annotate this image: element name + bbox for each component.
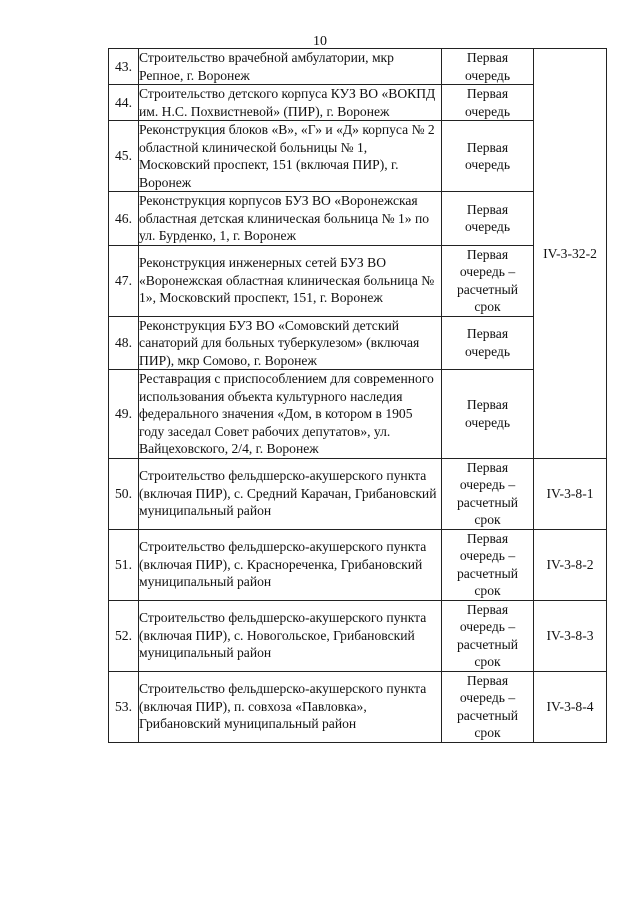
stage-text: Первая очередь – расчетный срок (456, 246, 519, 314)
code-cell: IV-3-8-3 (534, 600, 607, 671)
stage-text: Первая очередь (464, 326, 511, 359)
table-row (109, 316, 607, 370)
stage-text: Первая очередь – расчетный срок (456, 672, 519, 740)
page-number: 10 (313, 34, 327, 49)
row-number: 50. (109, 458, 139, 529)
row-number: 44. (109, 85, 139, 121)
stage-text: Первая очередь – расчетный срок (456, 530, 519, 598)
row-number: 43. (109, 49, 139, 85)
stage-cell (442, 85, 534, 121)
table-row (109, 458, 607, 529)
object-name: Строительство фельдшерско-акушерского пункта (включая ПИР), с. Краснореченка, Грибановский муниципальный район (139, 529, 442, 600)
stage-cell (442, 49, 534, 85)
row-number: 51. (109, 529, 139, 600)
code-cell: IV-3-8-2 (534, 529, 607, 600)
object-name: Строительство фельдшерско-акушерского пункта (включая ПИР), с. Новогольское, Грибановский муниципальный район (139, 600, 442, 671)
object-name: Реконструкция блоков «В», «Г» и «Д» корпуса № 2 областной клинической больницы № 1, Московский проспект, 151 (включая ПИР), г. Воронеж (139, 121, 442, 192)
stage-cell (442, 529, 534, 600)
stage-text: Первая очередь (464, 397, 511, 430)
row-number: 47. (109, 245, 139, 316)
stage-cell (442, 458, 534, 529)
stage-text: Первая очередь (464, 139, 511, 172)
object-name: Строительство врачебной амбулатории, мкр Репное, г. Воронеж (139, 49, 442, 85)
stage-cell (442, 370, 534, 459)
stage-text: Первая очередь – расчетный срок (456, 601, 519, 669)
table-row (109, 370, 607, 459)
stage-cell (442, 121, 534, 192)
row-number: 46. (109, 192, 139, 246)
object-name: Строительство детского корпуса КУЗ ВО «ВОКПД им. Н.С. Похвистневой» (ПИР), г. Воронеж (139, 85, 442, 121)
table-row (109, 49, 607, 85)
stage-text: Первая очередь (464, 201, 511, 235)
object-name: Реставрация с приспособлением для современного использования объекта культурного наследия федерального значения «Дом, в котором в 1905 году заседал Совет рабочих депутатов», ул. Вайцеховского, 2/4, г. Воронеж (139, 370, 442, 459)
merged-code-cell: IV-3-32-2 (534, 49, 607, 459)
table-row (109, 245, 607, 316)
objects-table (108, 48, 607, 743)
stage-cell (442, 316, 534, 370)
object-name: Строительство фельдшерско-акушерского пункта (включая ПИР), п. совхоза «Павловка», Грибановский муниципальный район (139, 671, 442, 742)
table-row (109, 671, 607, 742)
object-name: Строительство фельдшерско-акушерского пункта (включая ПИР), с. Средний Карачан, Грибановский муниципальный район (139, 458, 442, 529)
stage-cell (442, 671, 534, 742)
table-row (109, 121, 607, 192)
object-name: Реконструкция инженерных сетей БУЗ ВО «Воронежская областная клиническая больница № 1», Московский проспект, 151, г. Воронеж (139, 245, 442, 316)
object-name: Реконструкция БУЗ ВО «Сомовский детский санаторий для больных туберкулезом» (включая ПИР), мкр Сомово, г. Воронеж (139, 316, 442, 370)
stage-cell (442, 600, 534, 671)
stage-cell (442, 192, 534, 246)
table-row (109, 192, 607, 246)
row-number: 52. (109, 600, 139, 671)
object-name: Реконструкция корпусов БУЗ ВО «Воронежская областная детская клиническая больница № 1» по ул. Бурденко, 1, г. Воронеж (139, 192, 442, 246)
code-cell: IV-3-8-1 (534, 458, 607, 529)
table-row (109, 85, 607, 121)
stage-cell (442, 245, 534, 316)
row-number: 48. (109, 316, 139, 370)
stage-text: Первая очередь (464, 86, 511, 119)
row-number: 49. (109, 370, 139, 459)
table-row (109, 529, 607, 600)
row-number: 53. (109, 671, 139, 742)
row-number: 45. (109, 121, 139, 192)
stage-text: Первая очередь (464, 50, 511, 83)
code-cell: IV-3-8-4 (534, 671, 607, 742)
table-row (109, 600, 607, 671)
stage-text: Первая очередь – расчетный срок (456, 459, 519, 527)
